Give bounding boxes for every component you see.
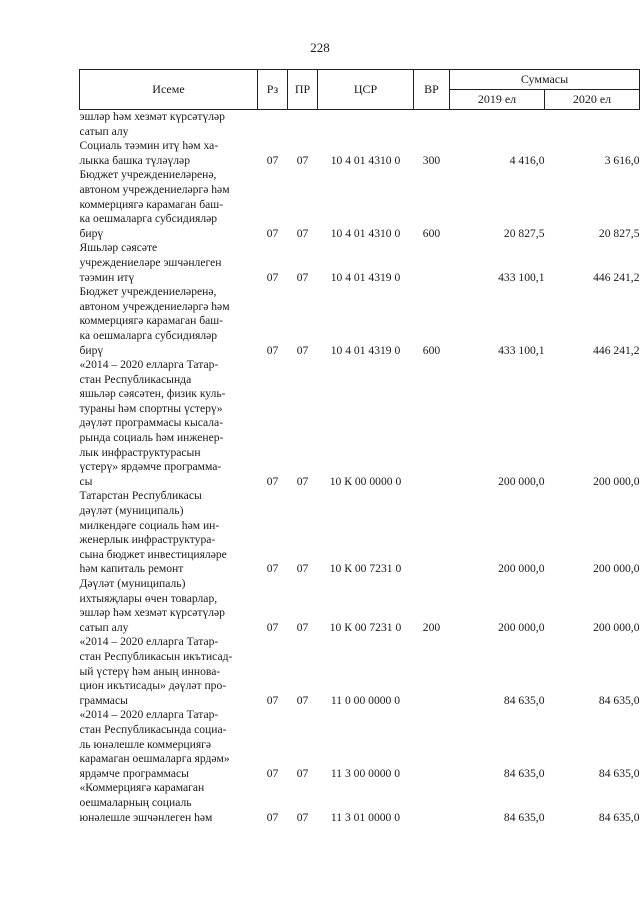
row-name-line: сына бюджет инвестицияләре (79, 547, 227, 561)
row-amount-2019: 433 100,1 (498, 270, 545, 284)
row-pr (288, 110, 318, 140)
table-row (80, 285, 640, 358)
row-name-line: коммерциягә карамаган баш- (79, 197, 224, 211)
row-pr: 07 (296, 474, 309, 488)
row-name-line: Дәүләт (муниципаль) (79, 577, 186, 590)
row-csr: 10 4 01 4319 0 (330, 343, 401, 357)
row-pr: 07 (296, 693, 309, 707)
row-pr: 07 (296, 343, 309, 357)
row-name (80, 708, 258, 781)
header-sums: Суммасы (450, 70, 640, 90)
row-name-line: тәэмин итү (79, 270, 135, 284)
header-rz: Рз (258, 70, 288, 110)
row-name-line: Бюджет учреждениеләренә, (79, 285, 217, 299)
row-vr (414, 241, 450, 285)
row-amount-2019: 433 100,1 (498, 343, 545, 357)
row-name-line: «2014 – 2020 елларга Татар- (79, 358, 219, 372)
row-name-line: учреждениеләре эшчәнлеген (79, 255, 222, 269)
row-rz: 07 (266, 766, 279, 780)
row-name (80, 781, 258, 825)
row-name-line: ярдәмче программасы (79, 766, 189, 780)
row-name-line: стан Республикасында социа- (79, 722, 227, 736)
table-row (80, 577, 640, 635)
row-name-line: «2014 – 2020 елларга Татар- (79, 635, 219, 649)
row-name-line: Бюджет учреждениеләренә, (79, 168, 217, 182)
row-vr (414, 489, 450, 577)
row-amount-2019: 200 000,0 (498, 562, 545, 576)
row-amount-2020: 200 000,0 (593, 474, 640, 488)
row-name (80, 168, 258, 241)
row-name-line: автоном учреждениеләргә һәм (79, 299, 230, 313)
row-name (80, 241, 258, 285)
row-vr: 300 (422, 153, 441, 167)
row-name (80, 139, 258, 168)
row-amount-2019: 200 000,0 (498, 474, 545, 488)
row-rz: 07 (266, 270, 279, 284)
row-name-line: ль юнәлешле коммерциягә (79, 737, 212, 751)
row-csr: 10 К 00 0000 0 (329, 474, 402, 488)
row-rz: 07 (266, 226, 279, 240)
row-vr (414, 635, 450, 708)
table-row (80, 168, 640, 241)
row-name-line: тураны һәм спортны үстерү» (79, 401, 223, 415)
row-pr: 07 (296, 226, 309, 240)
table-body (80, 110, 640, 826)
row-name-line: юнәлешле эшчәнлеген һәм (79, 810, 213, 824)
header-name: Исеме (80, 70, 258, 110)
row-vr: 200 (422, 620, 441, 634)
row-csr: 10 4 01 4319 0 (330, 270, 401, 284)
row-rz: 07 (266, 810, 279, 824)
row-amount-2020: 446 241,2 (593, 270, 640, 284)
row-amount-2020: 84 635,0 (598, 810, 640, 824)
row-name-line: дәүләт (муниципаль) (79, 504, 184, 518)
row-name (80, 358, 258, 489)
row-amount-2019: 84 635,0 (503, 766, 545, 780)
row-amount-2020: 84 635,0 (598, 766, 640, 780)
row-csr: 11 3 01 0000 0 (330, 810, 401, 824)
row-rz: 07 (266, 620, 279, 634)
row-amount-2020: 20 827,5 (598, 226, 640, 240)
row-name-line: милкендәге социаль һәм ин- (79, 518, 220, 532)
table-row (80, 241, 640, 285)
row-name-line: лыкка башка түләүләр (79, 153, 191, 167)
row-name-line: граммасы (79, 693, 128, 707)
table-row (80, 781, 640, 825)
row-vr: 600 (422, 226, 441, 240)
row-name-line: стан Республикасында (79, 372, 192, 386)
row-rz (258, 110, 288, 140)
row-rz: 07 (266, 343, 279, 357)
row-name-line: оешмаларның социаль (79, 795, 192, 809)
row-name-line: сатып алу (79, 124, 129, 138)
row-amount-2020: 3 616,0 (604, 153, 640, 167)
row-name-line: сы (79, 474, 93, 488)
row-rz: 07 (266, 562, 279, 576)
table-row (80, 489, 640, 577)
row-vr (414, 708, 450, 781)
row-csr: 10 К 00 7231 0 (329, 620, 402, 634)
row-name (80, 110, 258, 140)
row-name-line: ка оешмаларга субсидияләр (79, 328, 218, 342)
header-csr: ЦСР (318, 70, 414, 110)
row-vr (414, 358, 450, 489)
row-amount-2020: 200 000,0 (593, 562, 640, 576)
row-csr: 10 К 00 7231 0 (329, 562, 402, 576)
header-vr: ВР (414, 70, 450, 110)
row-name-line: бирү (79, 226, 104, 240)
row-name-line: ый үстерү һәм аның иннова- (79, 664, 221, 678)
row-name-line: автоном учреждениеләргә һәм (79, 182, 230, 196)
row-rz: 07 (266, 474, 279, 488)
row-pr: 07 (296, 562, 309, 576)
row-pr: 07 (296, 810, 309, 824)
row-amount-2019: 200 000,0 (498, 620, 545, 634)
row-csr: 10 4 01 4310 0 (330, 153, 401, 167)
row-pr: 07 (296, 153, 309, 167)
row-vr (414, 110, 450, 140)
table-row (80, 358, 640, 489)
row-rz: 07 (266, 153, 279, 167)
row-amount-2019: 20 827,5 (503, 226, 545, 240)
row-csr: 11 0 00 0000 0 (330, 693, 401, 707)
row-name-line: Социаль тәэмин итү һәм ха- (79, 139, 219, 153)
table-header (80, 70, 640, 110)
row-name-line: «Коммерциягә карамаган (79, 781, 205, 795)
row-name-line: эшләр һәм хезмәт күрсәтүләр (79, 606, 225, 620)
row-name-line: үстерү» ярдәмче программа- (79, 460, 222, 474)
row-name (80, 489, 258, 577)
row-name-line: «2014 – 2020 елларга Татар- (79, 708, 219, 722)
header-year-2020: 2020 ел (545, 90, 640, 110)
row-name-line: Яшьләр сәясәте (79, 241, 158, 255)
header-year-2019: 2019 ел (450, 90, 545, 110)
row-name-line: рында социаль һәм инженер- (79, 431, 224, 445)
header-pr: ПР (288, 70, 318, 110)
row-name (80, 285, 258, 358)
row-name-line: бирү (79, 343, 104, 357)
row-amount-2019: 4 416,0 (509, 153, 545, 167)
row-name (80, 635, 258, 708)
row-name-line: карамаган оешмаларга ярдәм» (79, 752, 230, 766)
row-name-line: дәүләт программасы кысала- (79, 416, 224, 430)
row-name (80, 577, 258, 635)
row-amount-2019: 84 635,0 (503, 693, 545, 707)
row-name-line: һәм капиталь ремонт (79, 562, 184, 576)
row-amount-2020: 446 241,2 (593, 343, 640, 357)
row-csr (318, 110, 414, 140)
row-name-line: женерлык инфраструктура- (79, 533, 216, 547)
row-name-line: эшләр һәм хезмәт күрсәтүләр (79, 110, 225, 123)
row-name-line: яшьләр сәясәтен, физик куль- (79, 387, 226, 401)
row-rz: 07 (266, 693, 279, 707)
row-name-line: Татарстан Республикасы (79, 489, 202, 503)
row-amount-2020 (545, 110, 640, 140)
table-row (80, 635, 640, 708)
row-vr: 600 (422, 343, 441, 357)
table-row (80, 139, 640, 168)
row-name-line: сатып алу (79, 620, 129, 634)
row-pr: 07 (296, 766, 309, 780)
row-amount-2019 (450, 110, 545, 140)
page-number: 228 (310, 40, 330, 55)
row-amount-2019: 84 635,0 (503, 810, 545, 824)
table-row (80, 110, 640, 140)
row-vr (414, 781, 450, 825)
row-name-line: коммерциягә карамаган баш- (79, 314, 224, 328)
row-name-line: ка оешмаларга субсидияләр (79, 212, 218, 226)
row-name-line: лык инфраструктурасын (79, 445, 201, 459)
table-row (80, 708, 640, 781)
budget-table (79, 69, 640, 825)
row-amount-2020: 84 635,0 (598, 693, 640, 707)
row-csr: 10 4 01 4310 0 (330, 226, 401, 240)
row-amount-2020: 200 000,0 (593, 620, 640, 634)
row-name-line: цион икътисады» дәүләт про- (79, 679, 227, 693)
row-csr: 11 3 00 0000 0 (330, 766, 401, 780)
row-pr: 07 (296, 620, 309, 634)
row-name-line: стан Республикасын икътисад- (79, 649, 233, 663)
row-name-line: ихтыяҗлары өчен товарлар, (79, 591, 218, 605)
row-pr: 07 (296, 270, 309, 284)
